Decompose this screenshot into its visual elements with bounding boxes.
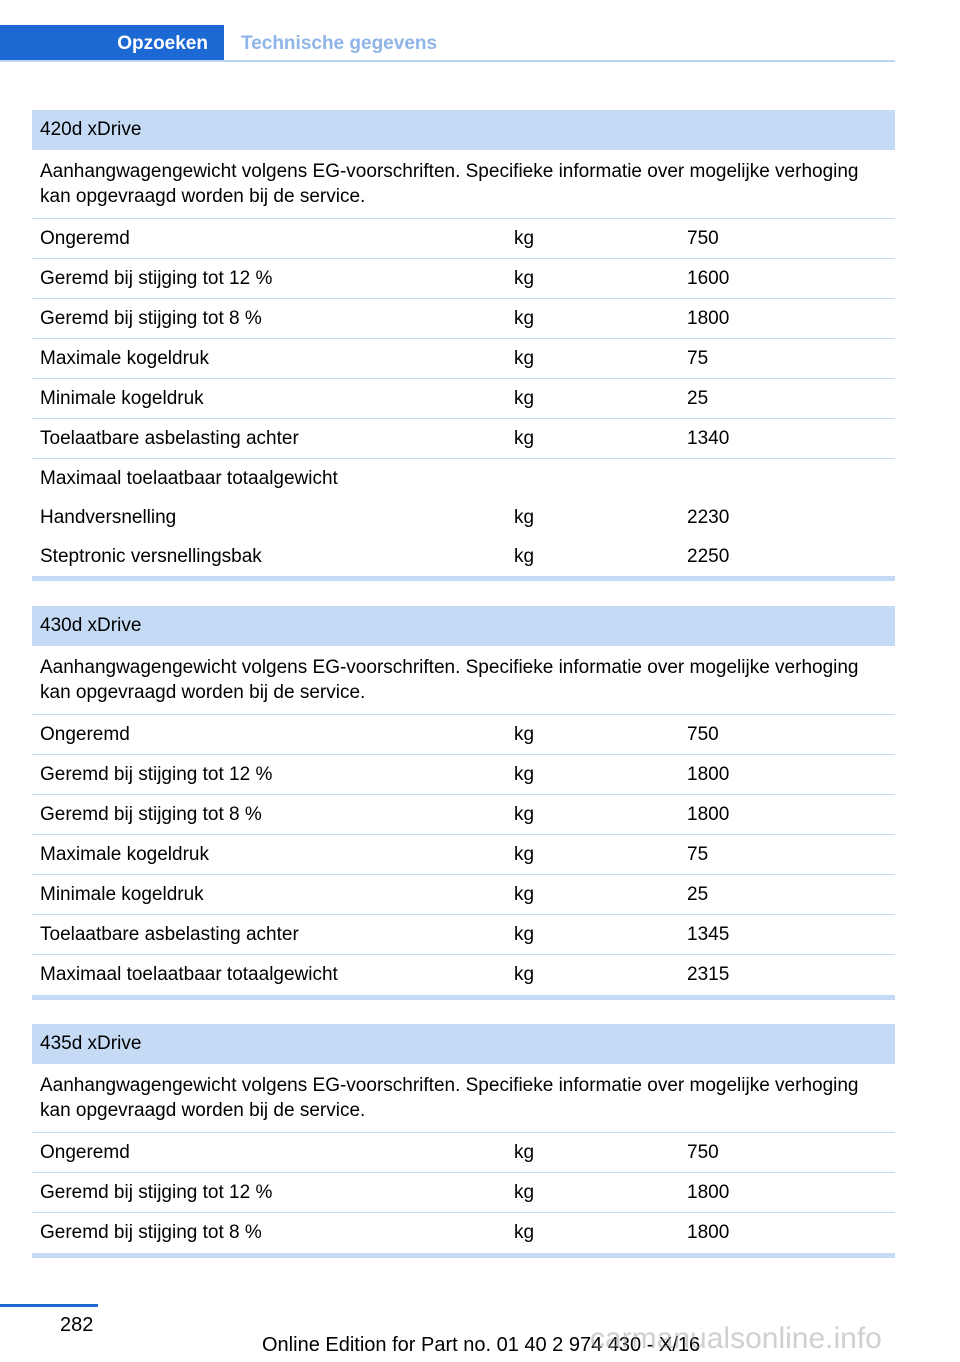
table-row: [32, 537, 895, 576]
footer-accent-line: [0, 1304, 98, 1307]
table-bottom-rule: [32, 1253, 895, 1258]
header-divider: [0, 60, 895, 62]
table-bottom-rule: [32, 576, 895, 581]
table-row: [32, 419, 895, 459]
table-row: [32, 875, 895, 915]
table-row: [32, 795, 895, 835]
row-unit: kg: [514, 388, 535, 409]
watermark: carmanualsonline.info: [590, 1322, 882, 1355]
table-description: Aanhangwagengewicht volgens EG-voorschriften. Specifieke informatie over mogelijke verhoging kan opgevraagd worden bij de service.: [32, 646, 895, 715]
row-unit: kg: [514, 1182, 535, 1203]
table-row: [32, 1213, 895, 1253]
table-row: [32, 835, 895, 875]
row-value: 750: [687, 228, 719, 249]
row-label: Handversnelling: [40, 507, 177, 528]
row-value: 750: [687, 724, 719, 745]
row-value: 25: [687, 388, 709, 409]
spec-table-430d: [32, 606, 895, 1000]
row-label: Ongeremd: [40, 228, 130, 249]
row-unit: kg: [514, 507, 535, 528]
row-unit: kg: [514, 228, 535, 249]
table-row: [32, 379, 895, 419]
row-label: Maximale kogeldruk: [40, 844, 209, 865]
row-label: Geremd bij stijging tot 12 %: [40, 1182, 273, 1203]
row-label: Geremd bij stijging tot 12 %: [40, 764, 273, 785]
table-bottom-rule: [32, 995, 895, 1000]
spec-table-435d: [32, 1024, 895, 1258]
table-description: Aanhangwagengewicht volgens EG-voorschriften. Specifieke informatie over mogelijke verhoging kan opgevraagd worden bij de service.: [32, 150, 895, 219]
row-unit: kg: [514, 348, 535, 369]
row-label: Ongeremd: [40, 1142, 130, 1163]
row-value: 1800: [687, 1182, 730, 1203]
row-unit: kg: [514, 964, 535, 985]
row-value: 1800: [687, 804, 730, 825]
page-number: 282: [60, 1314, 94, 1336]
table-description: Aanhangwagengewicht volgens EG-voorschriften. Specifieke informatie over mogelijke verhoging kan opgevraagd worden bij de service.: [32, 1064, 895, 1133]
row-value: 1800: [687, 308, 730, 329]
row-value: 2250: [687, 546, 730, 567]
row-value: 2315: [687, 964, 730, 985]
row-unit: kg: [514, 884, 535, 905]
table-row: [32, 299, 895, 339]
row-unit: kg: [514, 804, 535, 825]
table-row: [32, 1173, 895, 1213]
row-value: 750: [687, 1142, 719, 1163]
row-unit: kg: [514, 844, 535, 865]
row-value: 1800: [687, 764, 730, 785]
row-label: Geremd bij stijging tot 8 %: [40, 1222, 262, 1243]
table-row: [32, 915, 895, 955]
table-row: [32, 1133, 895, 1173]
row-value: 75: [687, 348, 709, 369]
tab-technische-gegevens[interactable]: Technische gegevens: [241, 33, 438, 54]
row-value: 1340: [687, 428, 730, 449]
table-row: [32, 259, 895, 299]
row-unit: kg: [514, 1142, 535, 1163]
row-label: Steptronic versnellingsbak: [40, 546, 262, 567]
row-unit: kg: [514, 724, 535, 745]
spec-table-420d: [32, 110, 895, 581]
row-label: Geremd bij stijging tot 8 %: [40, 308, 262, 329]
row-label: Maximaal toelaatbaar totaalgewicht: [40, 468, 338, 489]
row-unit: kg: [514, 308, 535, 329]
row-label: Geremd bij stijging tot 12 %: [40, 268, 273, 289]
table-title: 435d xDrive: [32, 1024, 895, 1064]
row-label: Toelaatbare asbelasting achter: [40, 924, 299, 945]
row-unit: kg: [514, 268, 535, 289]
row-label: Minimale kogeldruk: [40, 388, 204, 409]
row-unit: kg: [514, 546, 535, 567]
table-title: 420d xDrive: [32, 110, 895, 150]
tab-opzoeken[interactable]: Opzoeken: [0, 25, 224, 62]
edition-info: Online Edition for Part no. 01 40 2 974 430 - X/16: [262, 1334, 701, 1356]
row-value: 75: [687, 844, 709, 865]
row-label: Toelaatbare asbelasting achter: [40, 428, 299, 449]
row-label: Maximale kogeldruk: [40, 348, 209, 369]
row-unit: kg: [514, 428, 535, 449]
row-label: Geremd bij stijging tot 8 %: [40, 804, 262, 825]
row-value: 1800: [687, 1222, 730, 1243]
row-label: Maximaal toelaatbaar totaalgewicht: [40, 964, 338, 985]
row-unit: kg: [514, 1222, 535, 1243]
row-value: 1345: [687, 924, 730, 945]
row-unit: kg: [514, 764, 535, 785]
table-row: [32, 219, 895, 259]
table-row: [32, 339, 895, 379]
row-label: Minimale kogeldruk: [40, 884, 204, 905]
row-unit: kg: [514, 924, 535, 945]
row-label: Ongeremd: [40, 724, 130, 745]
table-row: [32, 755, 895, 795]
table-row: [32, 498, 895, 537]
row-value: 1600: [687, 268, 730, 289]
table-row: [32, 955, 895, 995]
table-row: [32, 715, 895, 755]
row-value: 2230: [687, 507, 730, 528]
table-row-group-heading: [32, 459, 895, 498]
row-value: 25: [687, 884, 709, 905]
table-title: 430d xDrive: [32, 606, 895, 646]
